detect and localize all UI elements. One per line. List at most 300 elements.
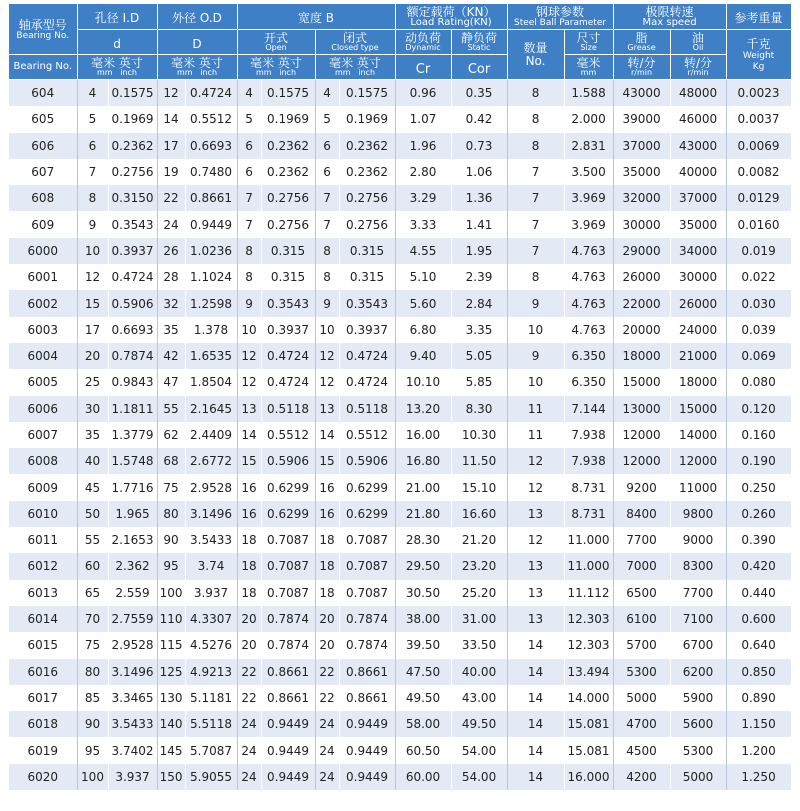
table-row	[9, 553, 791, 579]
table-cell: 1.8504	[185, 369, 237, 395]
table-cell: 0.3937	[108, 238, 157, 264]
bearing-no-cell: 609	[9, 211, 77, 237]
table-cell: 0.5906	[261, 448, 315, 474]
bearing-no-cell: 6004	[9, 343, 77, 369]
table-row	[9, 632, 791, 658]
table-cell: 5.7087	[185, 737, 237, 763]
table-cell: 8	[77, 185, 108, 211]
table-cell: 32	[157, 290, 185, 316]
table-row	[9, 737, 791, 763]
table-cell: 18	[237, 580, 261, 606]
table-row	[9, 290, 791, 316]
table-cell: 0.7087	[261, 527, 315, 553]
table-cell: 12	[157, 80, 185, 107]
table-cell: 3.7402	[108, 737, 157, 763]
table-cell: 39.50	[395, 632, 451, 658]
steel-ball-header: 钢球参数 Steel Ball Parameter	[507, 4, 613, 30]
table-cell: 45	[77, 474, 108, 500]
table-cell: 5	[237, 106, 261, 132]
table-cell: 30000	[670, 264, 726, 290]
table-cell: 0.6299	[339, 474, 395, 500]
table-cell: 60	[77, 553, 108, 579]
table-cell: 24	[315, 737, 339, 763]
table-cell: 62	[157, 422, 185, 448]
static-load-header: 静负荷 Static	[451, 30, 507, 55]
table-cell: 3.969	[564, 185, 613, 211]
table-cell: 100	[157, 580, 185, 606]
bearing-no-cell: 6018	[9, 711, 77, 737]
table-row	[9, 580, 791, 606]
table-cell: 20	[315, 606, 339, 632]
table-cell: 125	[157, 659, 185, 685]
table-cell: 0.3543	[339, 290, 395, 316]
table-cell: 3.74	[185, 553, 237, 579]
table-cell: 65	[77, 580, 108, 606]
table-cell: 0.0129	[726, 185, 791, 211]
table-cell: 8.30	[451, 396, 507, 422]
table-cell: 8	[315, 238, 339, 264]
table-cell: 43000	[613, 80, 670, 107]
table-cell: 2.9528	[108, 632, 157, 658]
table-cell: 12	[315, 369, 339, 395]
table-cell: 6	[237, 133, 261, 159]
bearing-no-cell: 6020	[9, 764, 77, 790]
table-cell: 2.80	[395, 159, 451, 185]
table-cell: 0.315	[261, 238, 315, 264]
table-cell: 1.2598	[185, 290, 237, 316]
max-speed-header: 极限转速 Max speed	[613, 4, 726, 30]
table-cell: 11	[507, 422, 564, 448]
table-cell: 0.019	[726, 238, 791, 264]
table-cell: 0.2362	[261, 159, 315, 185]
id-symbol: d	[77, 30, 157, 55]
table-cell: 3.937	[108, 764, 157, 790]
bearing-no-cell: 6014	[9, 606, 77, 632]
oil-header: 油 Oil	[670, 30, 726, 55]
table-cell: 18	[237, 553, 261, 579]
table-cell: 4	[77, 80, 108, 107]
table-cell: 15.081	[564, 737, 613, 763]
table-cell: 14	[507, 632, 564, 658]
bearing-no-cell: 6010	[9, 501, 77, 527]
table-cell: 49.50	[395, 685, 451, 711]
table-cell: 0.7480	[185, 159, 237, 185]
table-cell: 10.30	[451, 422, 507, 448]
table-cell: 4.763	[564, 317, 613, 343]
table-cell: 15	[315, 448, 339, 474]
table-cell: 0.1575	[108, 80, 157, 107]
table-cell: 8	[507, 133, 564, 159]
table-row	[9, 264, 791, 290]
table-cell: 16	[315, 474, 339, 500]
table-cell: 24000	[670, 317, 726, 343]
table-cell: 0.5118	[261, 396, 315, 422]
table-cell: 0.42	[451, 106, 507, 132]
table-cell: 14	[157, 106, 185, 132]
bearing-no-cell: 6001	[9, 264, 77, 290]
table-cell: 0.1969	[339, 106, 395, 132]
table-cell: 26	[157, 238, 185, 264]
table-cell: 110	[157, 606, 185, 632]
table-cell: 39000	[613, 106, 670, 132]
od-units: 毫米 英寸 mm inch	[157, 55, 237, 80]
table-cell: 4	[315, 80, 339, 107]
table-cell: 0.7874	[108, 343, 157, 369]
table-cell: 14	[315, 422, 339, 448]
table-cell: 0.3937	[339, 317, 395, 343]
table-cell: 0.039	[726, 317, 791, 343]
table-cell: 2.6772	[185, 448, 237, 474]
grease-units: 转/分 r/min	[613, 55, 670, 80]
table-cell: 0.160	[726, 422, 791, 448]
grease-header: 脂 Grease	[613, 30, 670, 55]
width-header: 宽度 B	[237, 4, 395, 30]
table-cell: 0.069	[726, 343, 791, 369]
bearing-no-cell: 608	[9, 185, 77, 211]
table-cell: 4500	[613, 737, 670, 763]
table-cell: 12000	[670, 448, 726, 474]
table-cell: 0.4724	[261, 369, 315, 395]
load-rating-header: 额定载荷（KN） Load Rating(KN)	[395, 4, 507, 30]
table-cell: 0.8661	[261, 685, 315, 711]
table-cell: 80	[157, 501, 185, 527]
table-cell: 13	[507, 606, 564, 632]
table-cell: 2.362	[108, 553, 157, 579]
table-cell: 9200	[613, 474, 670, 500]
table-cell: 7700	[613, 527, 670, 553]
table-cell: 18000	[670, 369, 726, 395]
table-cell: 0.7874	[261, 606, 315, 632]
table-cell: 12	[77, 264, 108, 290]
table-cell: 0.9449	[185, 211, 237, 237]
table-cell: 13	[507, 580, 564, 606]
table-row	[9, 238, 791, 264]
table-cell: 5.05	[451, 343, 507, 369]
table-cell: 22000	[613, 290, 670, 316]
table-cell: 0.6693	[185, 133, 237, 159]
table-cell: 0.5906	[339, 448, 395, 474]
table-cell: 21.00	[395, 474, 451, 500]
table-cell: 21.20	[451, 527, 507, 553]
table-cell: 18000	[613, 343, 670, 369]
table-cell: 5300	[613, 659, 670, 685]
table-cell: 30000	[613, 211, 670, 237]
table-cell: 8400	[613, 501, 670, 527]
bearing-no-cell: 6019	[9, 737, 77, 763]
table-cell: 1.1811	[108, 396, 157, 422]
table-cell: 1.378	[185, 317, 237, 343]
table-cell: 2.4409	[185, 422, 237, 448]
table-cell: 9	[507, 343, 564, 369]
table-cell: 16	[237, 501, 261, 527]
table-cell: 1.07	[395, 106, 451, 132]
table-cell: 0.5512	[185, 106, 237, 132]
table-cell: 0.315	[339, 264, 395, 290]
table-cell: 0.3937	[261, 317, 315, 343]
table-cell: 24	[315, 711, 339, 737]
table-cell: 95	[157, 553, 185, 579]
table-cell: 90	[157, 527, 185, 553]
table-cell: 0.190	[726, 448, 791, 474]
oil-units: 转/分 r/min	[670, 55, 726, 80]
bearing-no-cell: 606	[9, 133, 77, 159]
table-cell: 5300	[670, 737, 726, 763]
table-cell: 15.10	[451, 474, 507, 500]
table-cell: 7	[237, 211, 261, 237]
table-cell: 3.35	[451, 317, 507, 343]
table-cell: 6	[315, 133, 339, 159]
table-cell: 8.731	[564, 501, 613, 527]
table-cell: 0.7874	[339, 632, 395, 658]
table-cell: 13	[237, 396, 261, 422]
table-cell: 7	[507, 238, 564, 264]
table-cell: 85	[77, 685, 108, 711]
table-cell: 0.2362	[261, 133, 315, 159]
bearing-no-cell: 6005	[9, 369, 77, 395]
table-cell: 7	[77, 159, 108, 185]
table-cell: 5.9055	[185, 764, 237, 790]
table-cell: 40000	[670, 159, 726, 185]
table-cell: 7	[507, 159, 564, 185]
table-cell: 0.35	[451, 80, 507, 107]
table-cell: 20	[315, 632, 339, 658]
table-cell: 0.7874	[261, 632, 315, 658]
table-cell: 0.2362	[108, 133, 157, 159]
table-cell: 0.6299	[261, 501, 315, 527]
table-cell: 0.7087	[261, 553, 315, 579]
table-cell: 0.080	[726, 369, 791, 395]
table-cell: 43000	[670, 133, 726, 159]
bearing-no-cell: 6012	[9, 553, 77, 579]
table-cell: 2.000	[564, 106, 613, 132]
table-cell: 5700	[613, 632, 670, 658]
table-cell: 0.420	[726, 553, 791, 579]
table-cell: 7	[315, 185, 339, 211]
table-cell: 49.50	[451, 711, 507, 737]
table-cell: 0.440	[726, 580, 791, 606]
table-cell: 43.00	[451, 685, 507, 711]
table-cell: 9	[237, 290, 261, 316]
table-cell: 12	[237, 343, 261, 369]
table-cell: 1.150	[726, 711, 791, 737]
table-cell: 1.1024	[185, 264, 237, 290]
table-cell: 6.350	[564, 369, 613, 395]
table-cell: 0.9449	[261, 711, 315, 737]
table-cell: 12.303	[564, 606, 613, 632]
table-cell: 0.9843	[108, 369, 157, 395]
table-cell: 0.5118	[339, 396, 395, 422]
table-cell: 10.10	[395, 369, 451, 395]
table-cell: 17	[157, 133, 185, 159]
table-cell: 10	[315, 317, 339, 343]
table-cell: 140	[157, 711, 185, 737]
table-cell: 25	[77, 369, 108, 395]
table-cell: 7.938	[564, 422, 613, 448]
table-cell: 0.2362	[339, 159, 395, 185]
cor-label: Cor	[451, 55, 507, 80]
table-cell: 12000	[613, 422, 670, 448]
table-cell: 4.3307	[185, 606, 237, 632]
table-cell: 0.2756	[339, 211, 395, 237]
table-cell: 0.640	[726, 632, 791, 658]
table-cell: 3.29	[395, 185, 451, 211]
table-row	[9, 764, 791, 790]
table-cell: 0.6299	[261, 474, 315, 500]
table-cell: 3.969	[564, 211, 613, 237]
table-cell: 26000	[613, 264, 670, 290]
table-cell: 11	[507, 396, 564, 422]
table-cell: 12	[507, 527, 564, 553]
table-cell: 16.80	[395, 448, 451, 474]
table-cell: 0.250	[726, 474, 791, 500]
table-cell: 3.33	[395, 211, 451, 237]
table-cell: 25.20	[451, 580, 507, 606]
table-cell: 5.60	[395, 290, 451, 316]
table-cell: 54.00	[451, 737, 507, 763]
table-cell: 24	[157, 211, 185, 237]
table-cell: 5900	[670, 685, 726, 711]
table-cell: 6.350	[564, 343, 613, 369]
table-cell: 19	[157, 159, 185, 185]
table-cell: 33.50	[451, 632, 507, 658]
table-cell: 30.50	[395, 580, 451, 606]
table-cell: 47	[157, 369, 185, 395]
table-cell: 35	[157, 317, 185, 343]
table-cell: 2.559	[108, 580, 157, 606]
table-cell: 8	[507, 264, 564, 290]
table-cell: 29.50	[395, 553, 451, 579]
table-cell: 0.2756	[339, 185, 395, 211]
table-cell: 14	[507, 659, 564, 685]
table-cell: 0.890	[726, 685, 791, 711]
table-cell: 18	[315, 527, 339, 553]
table-cell: 0.3150	[108, 185, 157, 211]
table-cell: 0.4724	[339, 343, 395, 369]
table-cell: 2.1653	[108, 527, 157, 553]
table-cell: 14000	[670, 422, 726, 448]
table-cell: 3.1496	[108, 659, 157, 685]
table-cell: 8	[315, 264, 339, 290]
table-cell: 0.8661	[261, 659, 315, 685]
table-cell: 1.96	[395, 133, 451, 159]
table-cell: 35000	[670, 211, 726, 237]
table-cell: 4.5276	[185, 632, 237, 658]
table-cell: 13	[507, 501, 564, 527]
table-cell: 14	[507, 685, 564, 711]
table-cell: 28.30	[395, 527, 451, 553]
table-cell: 0.600	[726, 606, 791, 632]
table-cell: 32000	[613, 185, 670, 211]
table-cell: 7000	[613, 553, 670, 579]
table-cell: 35000	[613, 159, 670, 185]
table-cell: 3.3465	[108, 685, 157, 711]
table-cell: 3.500	[564, 159, 613, 185]
table-cell: 5.85	[451, 369, 507, 395]
table-cell: 18	[315, 553, 339, 579]
table-cell: 0.9449	[261, 764, 315, 790]
table-row	[9, 527, 791, 553]
table-cell: 1.3779	[108, 422, 157, 448]
table-cell: 26000	[670, 290, 726, 316]
table-body	[9, 80, 791, 791]
table-cell: 24	[237, 711, 261, 737]
bearing-no-cell: 6006	[9, 396, 77, 422]
table-cell: 0.2756	[261, 211, 315, 237]
od-header: 外径 O.D	[157, 4, 237, 30]
table-cell: 13.20	[395, 396, 451, 422]
table-cell: 1.588	[564, 80, 613, 107]
table-cell: 80	[77, 659, 108, 685]
table-cell: 4	[237, 80, 261, 107]
table-cell: 12	[237, 369, 261, 395]
bearing-no-cell: 605	[9, 106, 77, 132]
table-cell: 0.9449	[339, 711, 395, 737]
table-cell: 0.6693	[108, 317, 157, 343]
table-cell: 6200	[670, 659, 726, 685]
table-cell: 0.3543	[261, 290, 315, 316]
table-cell: 150	[157, 764, 185, 790]
table-cell: 13.494	[564, 659, 613, 685]
table-cell: 0.7087	[339, 580, 395, 606]
table-cell: 14	[507, 737, 564, 763]
table-cell: 31.00	[451, 606, 507, 632]
table-cell: 13	[315, 396, 339, 422]
table-cell: 7	[507, 211, 564, 237]
table-cell: 47.50	[395, 659, 451, 685]
table-cell: 14.000	[564, 685, 613, 711]
table-cell: 17	[77, 317, 108, 343]
table-cell: 55	[157, 396, 185, 422]
table-row	[9, 606, 791, 632]
table-cell: 15000	[670, 396, 726, 422]
table-cell: 3.937	[185, 580, 237, 606]
table-cell: 0.022	[726, 264, 791, 290]
bearing-no-cell: 6002	[9, 290, 77, 316]
table-row	[9, 133, 791, 159]
table-row	[9, 185, 791, 211]
table-cell: 20	[77, 343, 108, 369]
id-units: 毫米 英寸 mm inch	[77, 55, 157, 80]
table-cell: 58.00	[395, 711, 451, 737]
table-cell: 18	[237, 527, 261, 553]
table-cell: 0.8661	[185, 185, 237, 211]
table-cell: 29000	[613, 238, 670, 264]
table-cell: 24	[237, 764, 261, 790]
table-cell: 12000	[613, 448, 670, 474]
table-row	[9, 396, 791, 422]
table-cell: 2.831	[564, 133, 613, 159]
table-cell: 4200	[613, 764, 670, 790]
table-cell: 16	[237, 474, 261, 500]
table-cell: 37000	[670, 185, 726, 211]
table-cell: 0.030	[726, 290, 791, 316]
table-cell: 14	[237, 422, 261, 448]
table-cell: 4.763	[564, 264, 613, 290]
bearing-no-cell: 6016	[9, 659, 77, 685]
table-cell: 0.4724	[108, 264, 157, 290]
bearing-no-cell: 6000	[9, 238, 77, 264]
table-cell: 21000	[670, 343, 726, 369]
table-cell: 0.9449	[339, 764, 395, 790]
table-cell: 8	[507, 106, 564, 132]
table-cell: 0.9449	[339, 737, 395, 763]
table-cell: 1.95	[451, 238, 507, 264]
weight-header: 参考重量	[726, 4, 791, 30]
table-cell: 0.8661	[339, 659, 395, 685]
table-cell: 12	[507, 448, 564, 474]
table-cell: 0.3543	[108, 211, 157, 237]
table-cell: 5000	[613, 685, 670, 711]
